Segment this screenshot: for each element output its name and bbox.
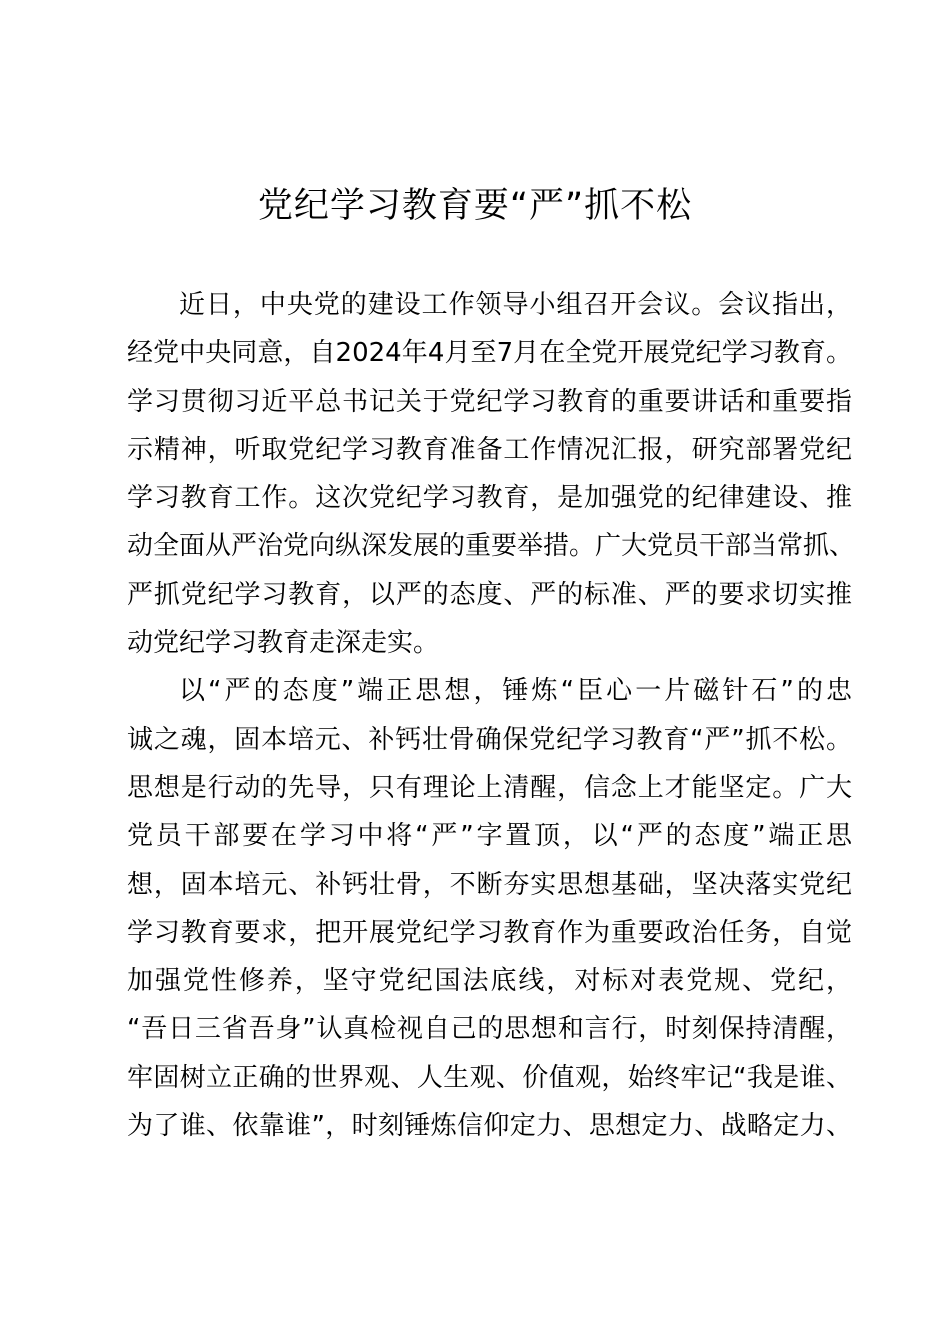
text-line: 诚之魂，固本培元、补钙壮骨确保党纪学习教育“严”抓不松。: [127, 724, 852, 755]
document-body: [127, 281, 856, 1150]
text-line: 牢固树立正确的世界观、人生观、价值观，始终牢记“我是谁、: [127, 1062, 852, 1093]
text-line: 加强党性修养，坚守党纪国法底线，对标对表党规、党纪，: [127, 966, 852, 997]
text-line: 严抓党纪学习教育，以严的态度、严的标准、严的要求切实推: [127, 579, 852, 610]
text-line: 示精神，听取党纪学习教育准备工作情况汇报，研究部署党纪: [127, 434, 852, 465]
text-line: 学习教育工作。这次党纪学习教育，是加强党的纪律建设、推: [127, 483, 852, 514]
text-line: 经党中央同意，自2024年4月至7月在全党开展党纪学习教育。: [127, 338, 852, 369]
document-title: 党纪学习教育要“严”抓不松: [257, 186, 693, 226]
text-line: 近日，中央党的建设工作领导小组召开会议。会议指出，: [179, 290, 852, 320]
text-line: 思想是行动的先导，只有理论上清醒，信念上才能坚定。广大: [127, 772, 852, 803]
text-line: 动党纪学习教育走深走实。: [127, 628, 440, 659]
text-line: 以“严的态度”端正思想，锤炼“臣心一片磁针石”的忠: [179, 676, 852, 707]
text-line: “吾日三省吾身”认真检视自己的思想和言行，时刻保持清醒，: [127, 1014, 852, 1045]
text-line: 学习贯彻习近平总书记关于党纪学习教育的重要讲话和重要指: [127, 386, 852, 417]
text-line: 党员干部要在学习中将“严”字置顶，以“严的态度”端正思: [127, 821, 852, 852]
text-line: 动全面从严治党向纵深发展的重要举措。广大党员干部当常抓、: [127, 531, 856, 562]
text-line: 为了谁、依靠谁”，时刻锤炼信仰定力、思想定力、战略定力、: [127, 1111, 852, 1142]
text-line: 想，固本培元、补钙壮骨，不断夯实思想基础，坚决落实党纪: [127, 869, 852, 900]
text-line: 学习教育要求，把开展党纪学习教育作为重要政治任务，自觉: [127, 917, 852, 948]
paragraph-1: [127, 281, 856, 667]
paragraph-2: [127, 667, 852, 1150]
